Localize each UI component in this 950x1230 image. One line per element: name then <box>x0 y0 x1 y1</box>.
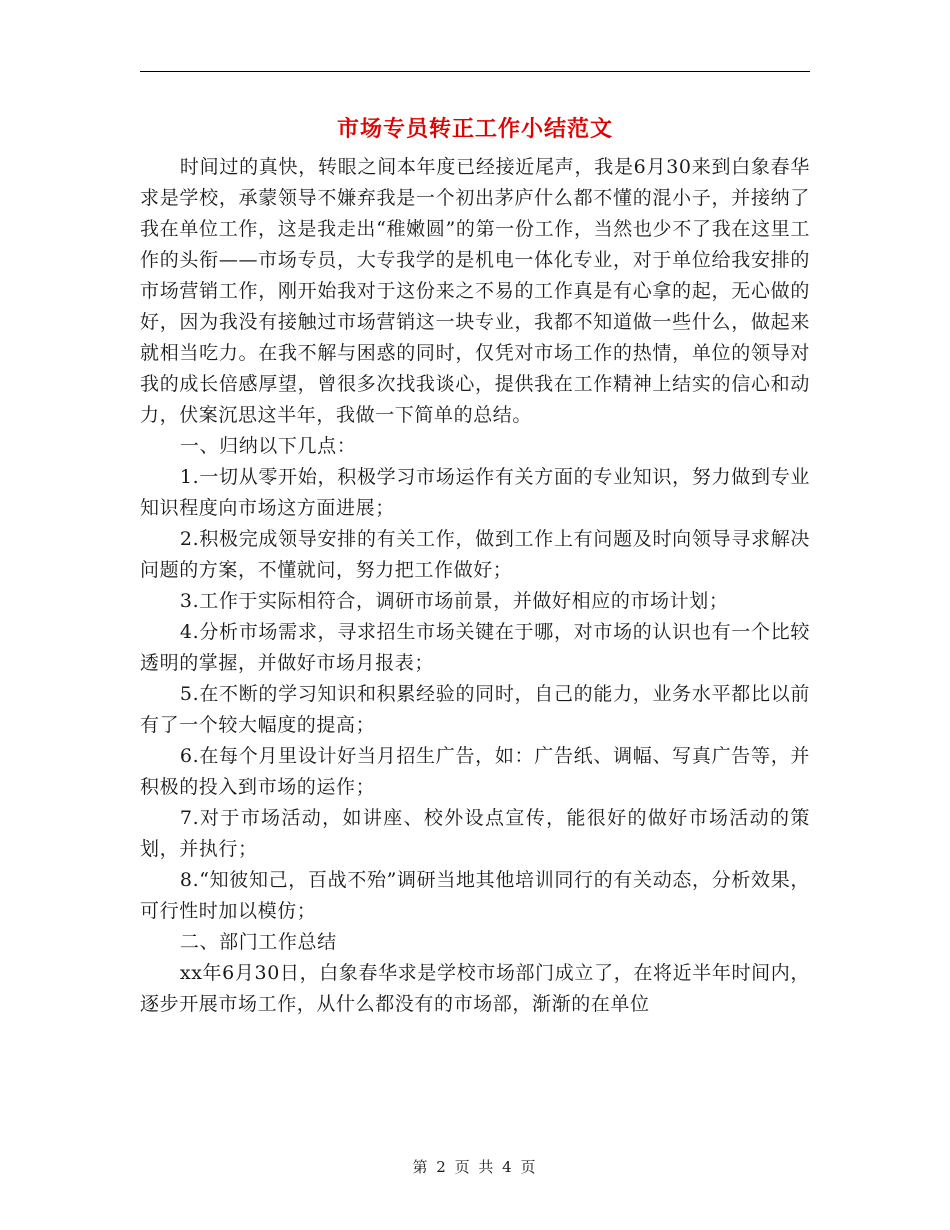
section-heading-2: 二、部门工作总结 <box>179 931 337 953</box>
list-item-8: 8.“知彼知己，百战不殆”调研当地其他培训同行的有关动态，分析效果，可行性时加以模仿； <box>140 869 810 922</box>
paragraph-intro: 时间过的真快，转眼之间本年度已经接近尾声，我是6月30来到白象春华求是学校，承蒙领导不嫌弃我是一个初出茅庐什么都不懂的混小子，并接纳了我在单位工作，这是我走出“稚嫩圆”的第一份工作，当然也少不了我在这里工作的头衔——市场专员，大专我学的是机电一体化专业，对于单位给我安排的市场营销工作，刚开始我对于这份来之不易的工作真是有心拿的起，无心做的好，因为我没有接触过市场营销这一块专业，我都不知道做一些什么，做起来就相当吃力。在我不解与困惑的同时，仅凭对市场工作的热情，单位的领导对我的成长倍感厚望，曾很多次找我谈心，提供我在工作精神上结实的信心和动力，伏案沉思这半年，我做一下简单的总结。 <box>140 156 810 426</box>
document-title: 市场专员转正工作小结范文 <box>336 116 613 142</box>
list-item-7: 7.对于市场活动，如讲座、校外设点宣传，能很好的做好市场活动的策划，并执行； <box>140 807 810 860</box>
document-body <box>140 152 810 1020</box>
page-number-footer: 第 2 页 共 4 页 <box>412 1158 538 1176</box>
list-item-4: 4.分析市场需求，寻求招生市场关键在于哪，对市场的认识也有一个比较透明的掌握，并做好市场月报表； <box>140 621 810 674</box>
header-rule <box>140 71 810 72</box>
list-item-3: 3.工作于实际相符合，调研市场前景，并做好相应的市场计划； <box>179 590 729 612</box>
list-item-5: 5.在不断的学习知识和积累经验的同时，自己的能力，业务水平都比以前有了一个较大幅度的提高； <box>140 683 810 736</box>
list-item-1: 1.一切从零开始，积极学习市场运作有关方面的专业知识，努力做到专业知识程度向市场这方面进展； <box>140 466 810 519</box>
paragraph-department: xx年6月30日，白象春华求是学校市场部门成立了，在将近半年时间内，逐步开展市场工作，从什么都没有的市场部，渐渐的在单位 <box>140 962 810 1015</box>
section-heading-1: 一、归纳以下几点： <box>179 435 357 457</box>
list-item-2: 2.积极完成领导安排的有关工作，做到工作上有问题及时向领导寻求解决问题的方案，不懂就问，努力把工作做好； <box>140 528 810 581</box>
list-item-6: 6.在每个月里设计好当月招生广告，如：广告纸、调幅、写真广告等，并积极的投入到市场的运作； <box>140 745 810 798</box>
